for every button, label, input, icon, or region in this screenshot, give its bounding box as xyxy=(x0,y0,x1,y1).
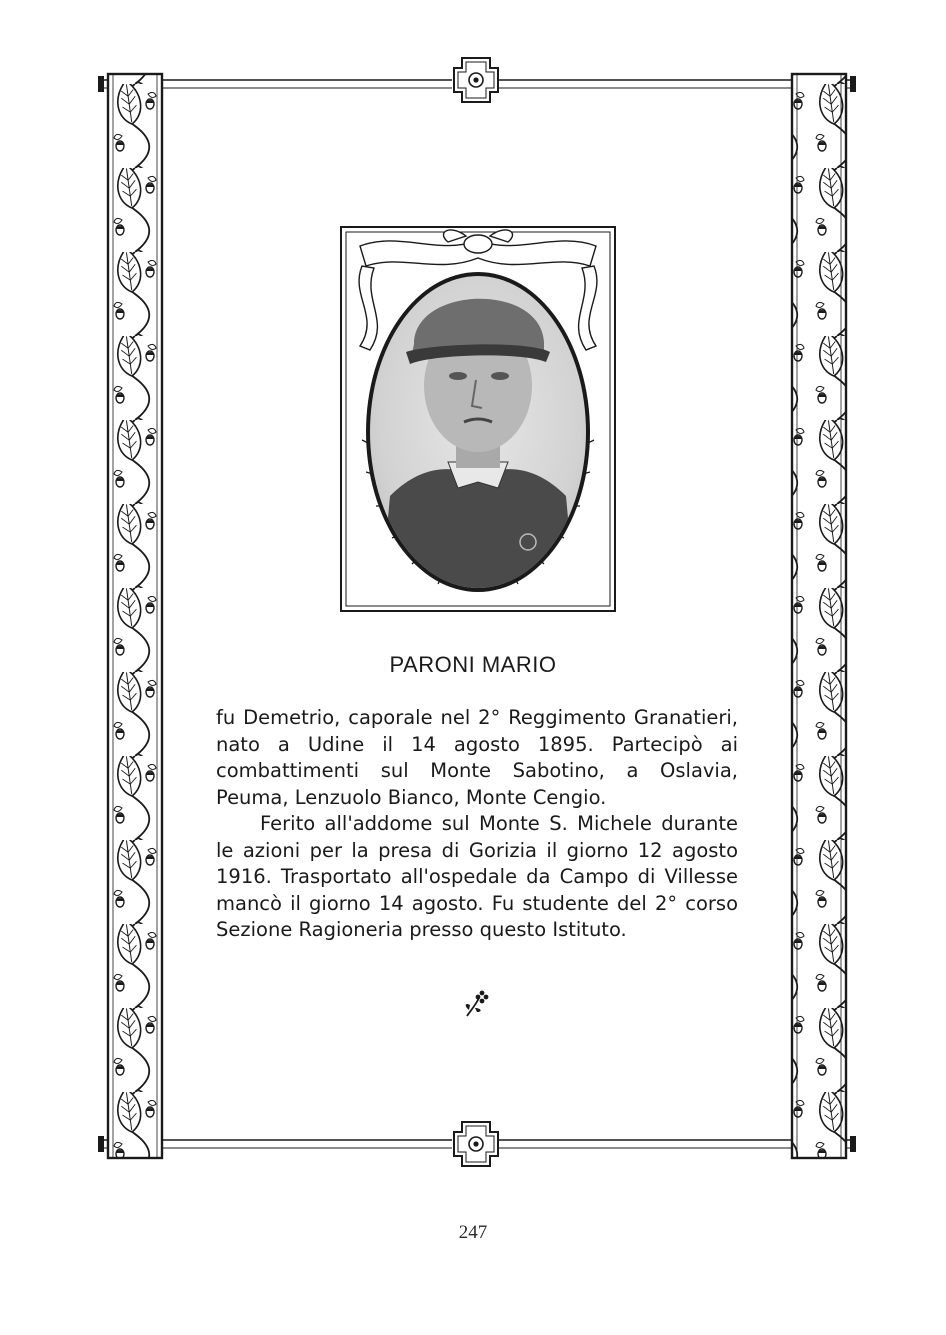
biography-text xyxy=(216,705,738,944)
left-vine-border xyxy=(108,74,162,1158)
top-cross-medallion-icon xyxy=(454,58,498,102)
right-vine-border xyxy=(792,74,846,1158)
biography-paragraph: fu Demetrio, caporale nel 2° Reggimento Granatieri, nato a Udine il 14 agosto 1895. Partecipò ai combattimenti sul Monte Sabotino, a Oslavia, Peuma, Lenzuolo Bianco, Monte Cengio. xyxy=(216,706,738,809)
person-name-heading: PARONI MARIO xyxy=(389,652,557,677)
biography-paragraph: Ferito all'addome sul Monte S. Michele durante le azioni per la presa di Gorizia il giorno 12 agosto 1916. Trasportato all'ospedale da Campo di Villesse mancò il giorno 14 agosto. Fu studente del 2° corso Sezione Ragioneria presso questo Istituto. xyxy=(216,812,738,941)
page-number: 247 xyxy=(458,1222,488,1243)
portrait-photo xyxy=(340,226,616,612)
bottom-cross-medallion-icon xyxy=(454,1122,498,1166)
flower-sprig-icon xyxy=(461,990,491,1020)
